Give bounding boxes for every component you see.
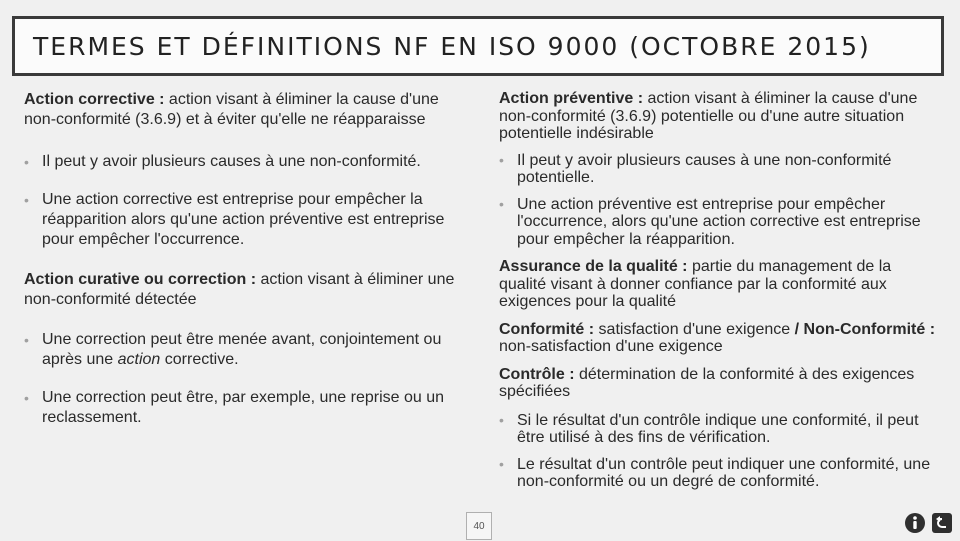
page-number: 40 — [466, 512, 492, 540]
slide-title-box — [12, 16, 944, 76]
definition: action visant à éliminer la cause d'une non-conformité (3.6.9) et à éviter qu'elle ne réapparaisse — [24, 91, 439, 128]
bullet-icon: • — [24, 390, 29, 406]
definition: détermination de la conformité à des exigences spécifiées — [499, 365, 915, 400]
term: Action corrective : — [24, 91, 165, 108]
definition-controle — [499, 366, 939, 401]
list-item: • Si le résultat d'un contrôle indique une conformité, il peut être utilisé à des fins de vérification. — [499, 411, 919, 446]
definition: action visant à éliminer la cause d'une non-conformité (3.6.9) potentielle ou d'une autre situation potentielle indésirable — [499, 90, 918, 142]
bullet-icon: • — [499, 151, 504, 168]
list-item: • Il peut y avoir plusieurs causes à une non-conformité. — [24, 153, 421, 170]
info-icon[interactable] — [904, 512, 926, 534]
term: Assurance de la qualité : — [499, 258, 688, 275]
term: Action curative ou correction : — [24, 271, 257, 288]
list-item: • Le résultat d'un contrôle peut indiquer une conformité, une non-conformité ou un degré de conformité. — [499, 455, 931, 490]
definition: action visant à éliminer une non-conformité détectée — [24, 271, 455, 308]
definition-action-curative — [24, 270, 464, 310]
list-item: • Une action corrective est entreprise pour empêcher la réapparition alors qu'une action préventive est entreprise pour empêcher l'occurrence. — [24, 191, 445, 248]
definition: partie du management de la qualité visant à donner confiance par la conformité aux exigences pour la qualité — [499, 258, 892, 310]
back-arrow-icon[interactable] — [931, 512, 953, 534]
bullet-icon: • — [499, 195, 504, 212]
term: Action préventive : — [499, 90, 644, 107]
definition-action-preventive — [499, 90, 939, 143]
definition-assurance-qualite — [499, 258, 939, 311]
bullet-icon: • — [499, 455, 504, 472]
slide-title: TERMES ET DÉFINITIONS NF EN ISO 9000 (OCTOBRE 2015) — [33, 31, 871, 61]
definition: non-satisfaction d'une exigence — [499, 338, 723, 355]
right-column — [499, 90, 939, 491]
term: / Non-Conformité : — [794, 320, 936, 338]
left-column — [24, 90, 464, 428]
list-item: • Il peut y avoir plusieurs causes à une non-conformité potentielle. — [499, 151, 892, 186]
bullet-icon: • — [24, 192, 29, 208]
bullet-icon: • — [24, 154, 29, 170]
bullet-icon: • — [24, 332, 29, 348]
definition-conformite — [499, 321, 939, 356]
list-item: • Une correction peut être, par exemple, une reprise ou un reclassement. — [24, 389, 445, 426]
list-item: • Une correction peut être menée avant, conjointement ou après une action corrective. — [24, 331, 442, 368]
definition-action-corrective — [24, 90, 464, 130]
bullet-icon: • — [499, 411, 504, 428]
list-item: • Une action préventive est entreprise pour empêcher l'occurrence, alors qu'une action corrective est entreprise pour empêcher la réapparition. — [499, 195, 921, 248]
definition: satisfaction d'une exigence — [594, 320, 795, 338]
term: Contrôle : — [499, 365, 575, 383]
term: Conformité : — [499, 320, 595, 338]
